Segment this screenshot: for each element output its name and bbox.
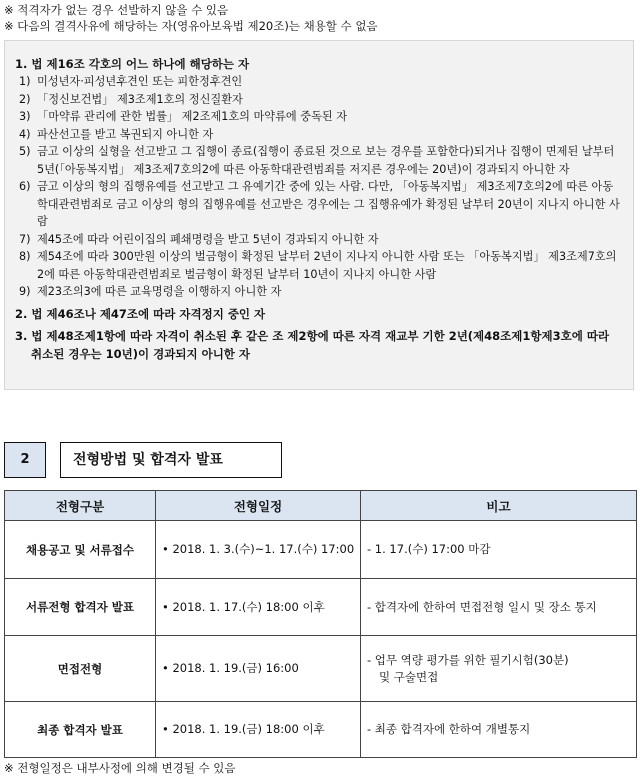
disq-item-text: 금고 이상의 실형을 선고받고 그 집행이 종료(집행이 종료된 것으로 보는 경우를 포함한다)되거나 집행이 면제된 날부터 5년(「아동복지법」 제3조제7호의2에 따른 아동학대관련범죄를 저지른 경우에는 20년)이 경과되지 아니한 자 — [37, 145, 615, 176]
disq-item-number: 7) — [19, 232, 31, 246]
table-row — [5, 521, 637, 579]
note-line: ※ 다음의 결격사유에 해당하는 자(영유아보육법 제20조)는 채용할 수 없음 — [4, 19, 378, 33]
column-header-stage: 전형구분 — [5, 491, 156, 521]
disq-item — [15, 143, 623, 178]
disq-item-number: 3) — [19, 110, 31, 123]
disq-item-text: 제54조에 따라 300만원 이상의 벌금형이 확정된 날부터 2년이 지나지 아니한 사람 또는 「아동복지법」 제3조제7호의2에 따른 아동학대관련범죄로 벌금형이 확정된 날부터 10년이 지나지 아니한 사람 — [37, 250, 617, 281]
disq-item — [15, 126, 623, 144]
disq-item — [15, 91, 623, 109]
disq-heading-3 — [15, 327, 623, 363]
disq-heading-3-line1: 3. 법 제48조제1항에 따라 자격이 취소된 후 같은 조 제2항에 따른 자격 재교부 기한 2년(제48조제1항제3호에 따라 — [15, 328, 610, 343]
disq-item-number: 5) — [19, 145, 31, 158]
disq-item-number: 6) — [19, 180, 31, 193]
disq-item — [15, 73, 623, 91]
disq-heading-3-line2: 취소된 경우는 10년)이 경과되지 아니한 자 — [31, 346, 251, 361]
section-title: 전형방법 및 합격자 발표 — [60, 442, 282, 478]
table-row — [5, 579, 637, 636]
remarks-cell: - 합격자에 한하여 면접전형 일시 및 장소 통지 — [361, 579, 637, 636]
remarks-cell: - 최종 합격자에 한하여 개별통지 — [361, 702, 637, 758]
disq-item-number: 8) — [19, 250, 31, 263]
bottom-note: ※ 전형일정은 내부사정에 의해 변경될 수 있음 — [4, 761, 236, 775]
disq-heading-2: 2. 법 제46조나 제47조에 따라 자격정지 중인 자 — [15, 306, 266, 321]
stage-cell: 채용공고 및 서류접수 — [5, 521, 156, 579]
date-cell: • 2018. 1. 3.(수)~1. 17.(수) 17:00 — [156, 521, 361, 579]
disq-item-number: 9) — [19, 285, 31, 298]
table-row — [5, 702, 637, 758]
disq-item-number: 2) — [19, 92, 31, 106]
note-line: ※ 적격자가 없는 경우 선발하지 않을 수 있음 — [4, 3, 229, 17]
remarks-cell — [361, 636, 637, 702]
top-notes — [4, 2, 636, 34]
disq-item — [15, 283, 623, 301]
disq-item-text: 제23조의3에 따른 교육명령을 이행하지 아니한 자 — [37, 285, 282, 298]
disq-item-text: 미성년자·피성년후견인 또는 피한정후견인 — [37, 75, 243, 88]
schedule-table — [4, 490, 637, 758]
remarks-line: 및 구술면접 — [379, 669, 439, 684]
stage-cell: 면접전형 — [5, 636, 156, 702]
disq-item-text: 제45조에 따라 어린이집의 폐쇄명령을 받고 5년이 경과되지 아니한 자 — [37, 232, 379, 246]
disq-item-text: 「정신보건법」 제3조제1호의 정신질환자 — [37, 92, 243, 106]
stage-cell: 최종 합격자 발표 — [5, 702, 156, 758]
disq-item-number: 4) — [19, 127, 31, 141]
disqualification-box — [4, 40, 634, 390]
disq-item — [15, 178, 623, 231]
disq-item-text: 금고 이상의 형의 집행유예를 선고받고 그 유예기간 중에 있는 사람. 다만, 「아동복지법」 제3조제7호의2에 따른 아동학대관련범죄로 금고 이상의 형의 집행유예를 선고받은 경우에는 그 집행유예가 확정된 날부터 20년이 지나지 아니한 사람 — [37, 180, 620, 228]
table-header-row — [5, 491, 637, 521]
date-cell: • 2018. 1. 19.(금) 16:00 — [156, 636, 361, 702]
disq-item — [15, 231, 623, 249]
section-number: 2 — [4, 442, 46, 478]
remarks-line: - 업무 역량 평가를 위한 필기시험(30분) — [367, 652, 569, 667]
table-row — [5, 636, 637, 702]
disq-item-number: 1) — [19, 75, 31, 88]
column-header-schedule: 전형일정 — [156, 491, 361, 521]
disq-item — [15, 248, 623, 283]
date-cell: • 2018. 1. 17.(수) 18:00 이후 — [156, 579, 361, 636]
stage-cell: 서류전형 합격자 발표 — [5, 579, 156, 636]
disq-item — [15, 108, 623, 126]
date-cell: • 2018. 1. 19.(금) 18:00 이후 — [156, 702, 361, 758]
remarks-cell: - 1. 17.(수) 17:00 마감 — [361, 521, 637, 579]
disq-item-text: 「마약류 관리에 관한 법률」 제2조제1호의 마약류에 중독된 자 — [37, 110, 348, 123]
disq-heading-1: 1. 법 제16조 각호의 어느 하나에 해당하는 자 — [15, 57, 250, 71]
column-header-remarks: 비고 — [361, 491, 637, 521]
disq-item-text: 파산선고를 받고 복권되지 아니한 자 — [37, 127, 214, 141]
